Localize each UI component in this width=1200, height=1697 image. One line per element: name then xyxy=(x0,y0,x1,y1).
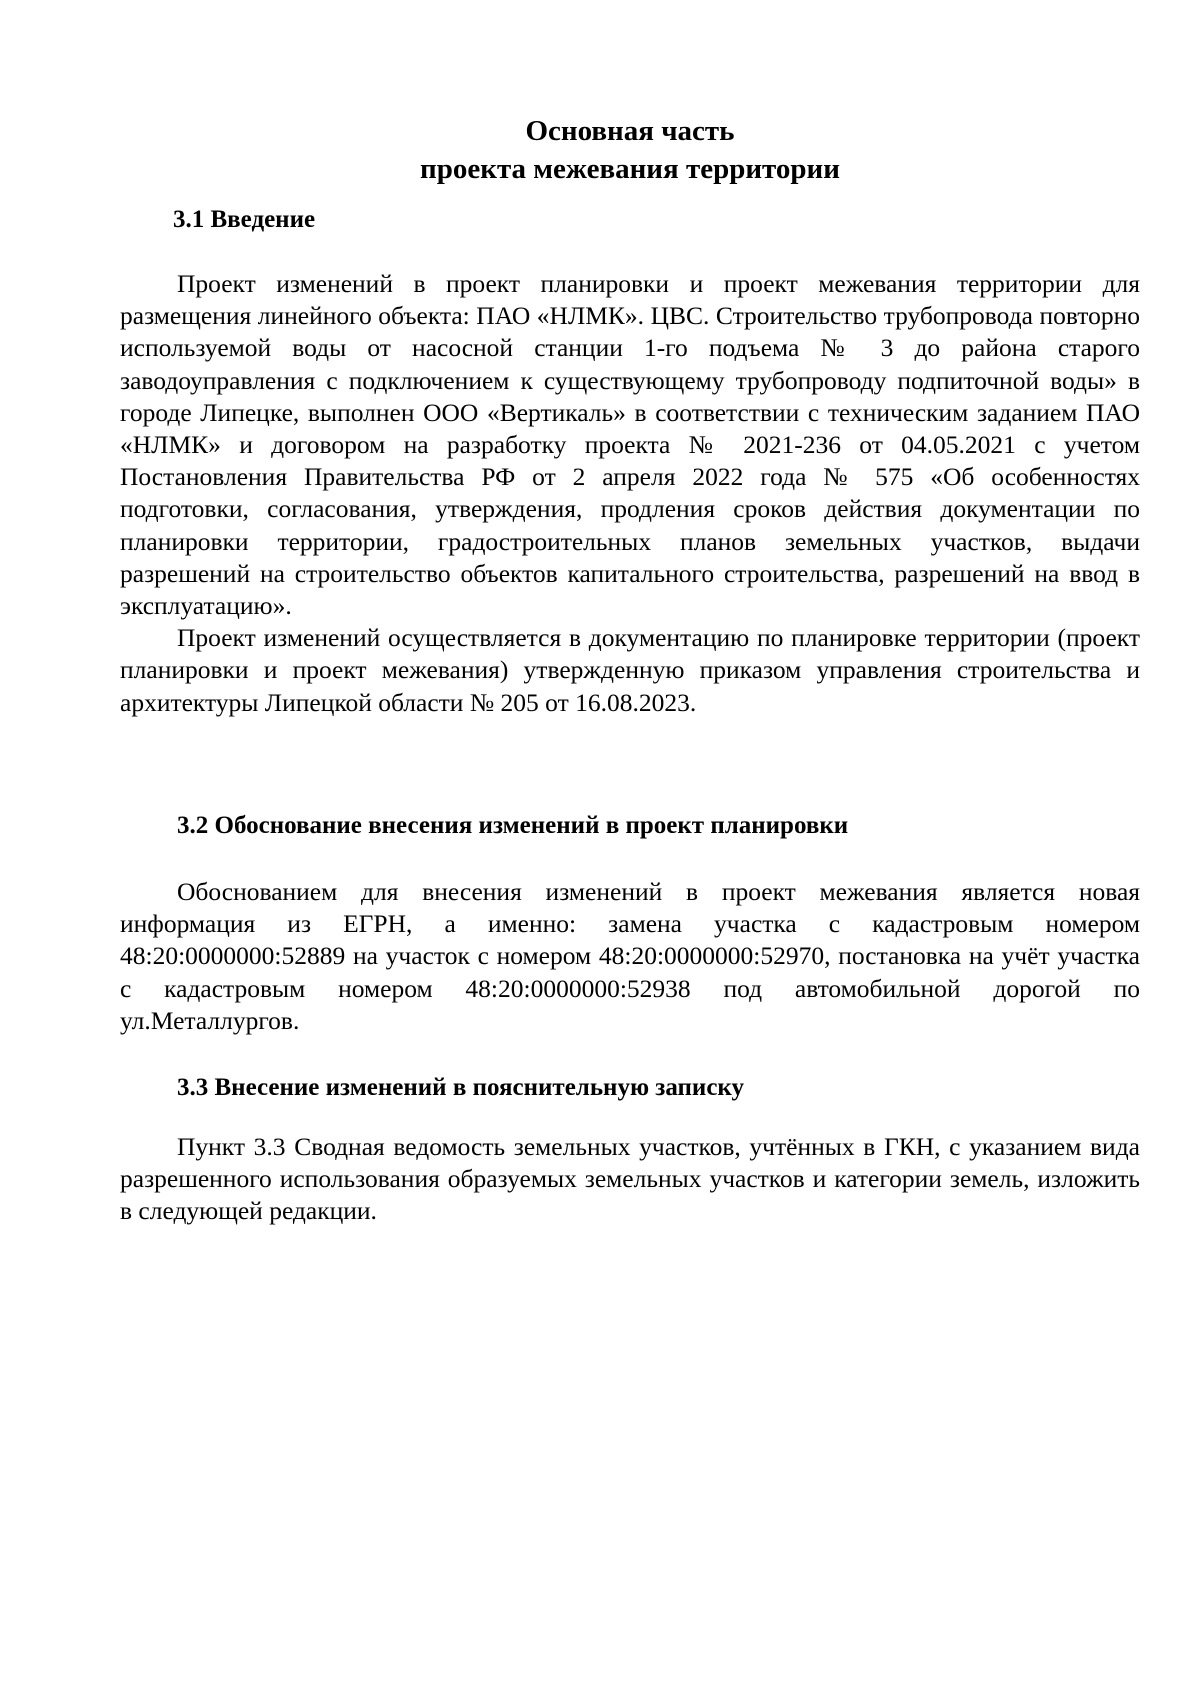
section-3-1-body xyxy=(120,268,1140,719)
section-heading-3-2: 3.2 Обоснование внесения изменений в проект планировки xyxy=(177,812,849,839)
title-line-2: проекта межевания территории xyxy=(420,153,840,185)
section-heading-3-3: 3.3 Внесение изменений в пояснительную записку xyxy=(177,1074,744,1101)
section-3-3-body xyxy=(120,1131,1140,1228)
paragraph: Обоснованием для внесения изменений в проект межевания является новая информация из ЕГРН, а именно: замена участка с кадастровым номером 48:20:0000000:52889 на участок с номером 48:20:0000000:52970, постановка на учёт участка с кадастровым номером 48:20:0000000:52938 под автомобильной дорогой по ул.Металлургов. xyxy=(120,877,1140,1035)
paragraph: Проект изменений осуществляется в документацию по планировке территории (проект планировки и проект межевания) утвержденную приказом управления строительства и архитектуры Липецкой области № 205 от 16.08.2023. xyxy=(120,623,1140,717)
section-heading-3-1: 3.1 Введение xyxy=(173,206,316,233)
paragraph: Проект изменений в проект планировки и проект межевания территории для размещения линейного объекта: ПАО «НЛМК». ЦВС. Строительство трубопровода повторно используемой воды от насосной станции 1-го подъема № 3 до района старого заводоуправления с подключением к существующему трубопроводу подпиточной воды» в городе Липецке, выполнен ООО «Вертикаль» в соответствии с техническим заданием ПАО «НЛМК» и договором на разработку проекта № 2021-236 от 04.05.2021 с учетом Постановления Правительства РФ от 2 апреля 2022 года № 575 «Об особенностях подготовки, согласования, утверждения, продления сроков действия документации по планировки территории, градостроительных планов земельных участков, выдачи разрешений на строительство объектов капитального строительства, разрешений на ввод в эксплуатацию». xyxy=(120,269,1140,621)
section-3-2-body xyxy=(120,876,1140,1037)
title-line-1: Основная часть xyxy=(525,115,735,147)
document-title xyxy=(0,112,1200,188)
paragraph: Пункт 3.3 Сводная ведомость земельных участков, учтённых в ГКН, с указанием вида разрешенного использования образуемых земельных участков и категории земель, изложить в следующей редакции. xyxy=(120,1132,1140,1226)
